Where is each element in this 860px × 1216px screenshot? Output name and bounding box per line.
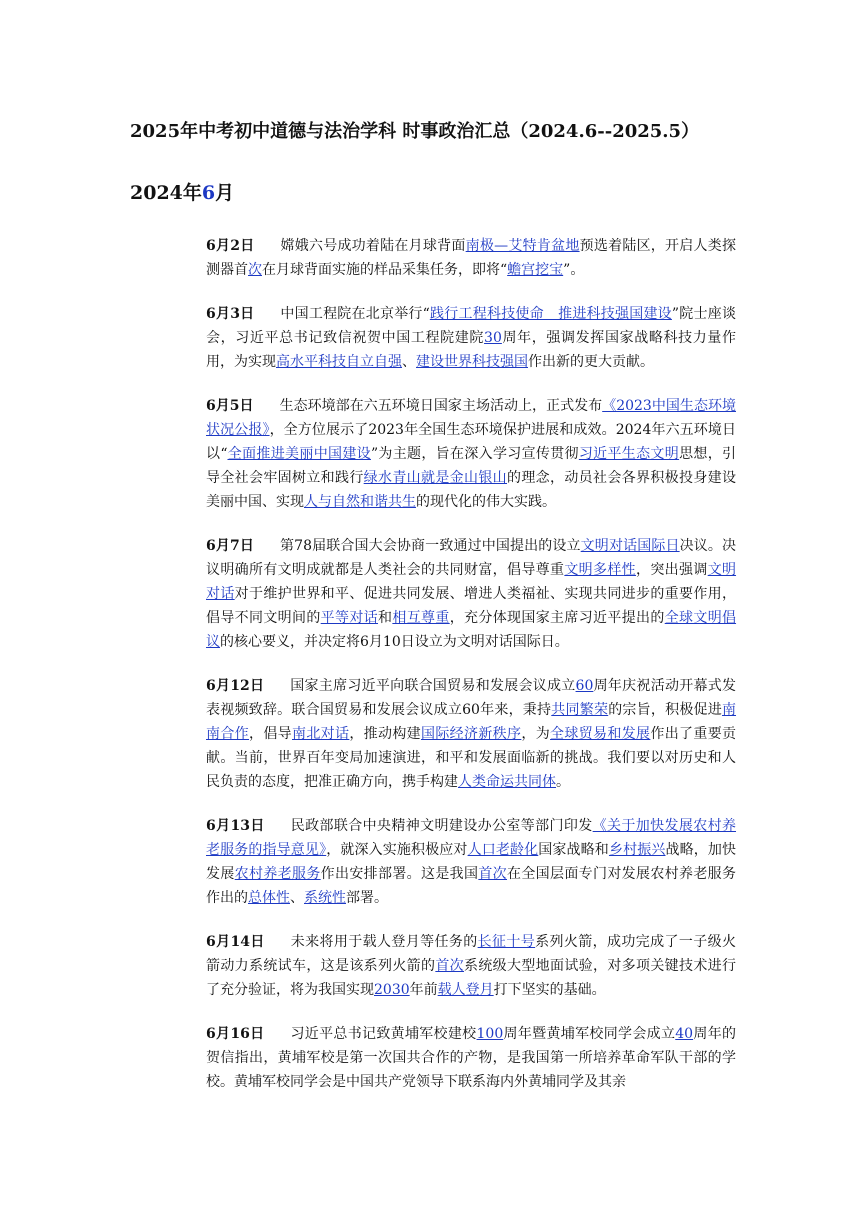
event-entry <box>206 302 736 374</box>
keyword-link[interactable]: 南极—艾特肯盆地 <box>465 238 580 254</box>
keyword-link[interactable]: 践行工程科技使命 推进科技强国建设 <box>429 306 672 322</box>
section-month-number: 6 <box>201 182 216 204</box>
event-text: ”。 <box>563 262 585 278</box>
event-text: 战略，加快发展 <box>206 842 737 882</box>
event-text: 生态环境部在六五环境日国家主场活动上，正式发布 <box>279 398 603 414</box>
keyword-link[interactable]: 农村养老服务 <box>234 866 321 882</box>
event-text: 的现代化的伟大实践。 <box>416 494 556 510</box>
event-text: ，就深入实施积极应对 <box>326 842 468 858</box>
event-text: 中国工程院在北京举行“ <box>280 306 430 322</box>
event-text: 的理念，动员社会各界积极投身建设美丽中国、实现 <box>206 470 737 510</box>
keyword-link[interactable]: 人口老龄化 <box>467 842 539 858</box>
keyword-link[interactable]: 平等对话 <box>320 610 379 626</box>
event-entry <box>206 814 736 910</box>
keyword-link[interactable]: 文明多样性 <box>564 562 637 578</box>
keyword-link[interactable]: 首次 <box>478 866 508 882</box>
event-date: 6月12日 <box>206 678 265 694</box>
event-text: 打下坚实的基础。 <box>493 982 606 998</box>
event-text: ，全方位展示了2023年全国生态环境保护进展和成效。2024年六五环境日以“ <box>206 422 737 462</box>
event-text: ，突出强调 <box>636 562 708 578</box>
keyword-link[interactable]: 《关于加快发展农村养老服务的指导意见》 <box>206 818 737 858</box>
keyword-link[interactable]: 2030 <box>374 982 410 998</box>
event-text: 部署。 <box>346 890 388 906</box>
event-text: 年前 <box>409 982 438 998</box>
keyword-link[interactable]: 高水平科技自立自强 <box>276 354 402 370</box>
keyword-link[interactable]: 60 <box>575 678 594 694</box>
event-text: 对于维护世界和平、促进共同发展、增进人类福祉、实现共同进步的重要作用，倡导不同文明间的 <box>206 586 737 626</box>
keyword-link[interactable]: 人与自然和谐共生 <box>304 494 416 510</box>
event-text: 民政部联合中央精神文明建设办公室等部门印发 <box>290 818 593 834</box>
keyword-link[interactable]: 绿水青山就是金山银山 <box>363 470 508 486</box>
keyword-link[interactable]: 蟾宫挖宝 <box>507 262 564 278</box>
event-text: ，为 <box>521 726 551 742</box>
event-list <box>206 234 736 1114</box>
event-text: ”为主题，旨在深入学习宣传贯彻 <box>370 446 579 462</box>
event-date: 6月13日 <box>206 818 265 834</box>
event-text: 嫦娥六号成功着陆在月球背面 <box>280 238 466 254</box>
document-title: 2025年中考初中道德与法治学科 时事政治汇总（2024.6--2025.5） <box>130 121 700 142</box>
keyword-link[interactable]: 40 <box>675 1026 694 1042</box>
keyword-link[interactable]: 100 <box>476 1026 504 1042</box>
event-text: 周年暨黄埔军校同学会成立 <box>503 1026 676 1042</box>
event-entry <box>206 234 736 282</box>
event-text: ，充分体现国家主席习近平提出的 <box>449 610 665 626</box>
keyword-link[interactable]: 共同繁荣 <box>551 702 609 718</box>
event-text: 作出新的更大贡献。 <box>528 354 654 370</box>
event-text: 决议。决议明确所有文明成就都是人类社会的共同财富，倡导尊重 <box>206 538 737 578</box>
keyword-link[interactable]: 全球贸易和发展 <box>550 726 651 742</box>
keyword-link[interactable]: 南南合作 <box>206 702 737 742</box>
event-date: 6月7日 <box>206 538 255 554</box>
section-year: 2024年 <box>130 182 202 204</box>
event-text: ”院士座谈会，习近平总书记致信祝贺中国工程院建院 <box>206 306 736 346</box>
keyword-link[interactable]: 30 <box>484 330 502 346</box>
event-text: 、 <box>290 890 304 906</box>
keyword-link[interactable]: 建设世界科技强国 <box>416 354 528 370</box>
event-text: 的核心要义，并决定将6月10日设立为文明对话国际日。 <box>220 634 569 650</box>
keyword-link[interactable]: 习近平生态文明 <box>578 446 680 462</box>
event-date: 6月5日 <box>206 398 254 414</box>
keyword-link[interactable]: 《2023中国生态环境状况公报》 <box>206 398 736 438</box>
event-entry <box>206 394 736 514</box>
keyword-link[interactable]: 全球文明倡议 <box>206 610 737 650</box>
event-text: 预选着陆区，开启人类探测器首 <box>206 238 737 278</box>
event-text: 作出了重要贡献。当前，世界百年变局加速演进，和平和发展面临新的挑战。我们要以对历史和人民负责的态度，把准正确方向，携手构建 <box>206 726 737 790</box>
event-date: 6月2日 <box>206 238 255 254</box>
keyword-link[interactable]: 相互尊重 <box>392 610 450 626</box>
event-text: 思想，引导全社会牢固树立和践行 <box>206 446 737 486</box>
event-date: 6月16日 <box>206 1026 265 1042</box>
event-text: 未来将用于载人登月等任务的 <box>290 934 478 950</box>
event-text: 习近平总书记致黄埔军校建校 <box>290 1026 477 1042</box>
event-text: 系列火箭，成功完成了一子级火箭动力系统试车，这是该系列火箭的 <box>206 934 737 974</box>
keyword-link[interactable]: 乡村振兴 <box>608 842 666 858</box>
event-date: 6月3日 <box>206 306 255 322</box>
keyword-link[interactable]: 系统性 <box>304 890 346 906</box>
event-text: ，推动构建 <box>349 726 422 742</box>
event-entry <box>206 674 736 794</box>
event-text: 在全国层面专门对发展农村养老服务作出的 <box>206 866 737 906</box>
event-text: 周年的贺信指出，黄埔军校是第一次国共合作的产物，是我国第一所培养革命军队干部的学校。黄埔军校同学会是中国共产党领导下联系海内外黄埔同学及其亲 <box>206 1026 737 1090</box>
event-text: 第78届联合国大会协商一致通过中国提出的设立 <box>280 538 581 554</box>
keyword-link[interactable]: 长征十号 <box>477 934 536 950</box>
event-text: 国家主席习近平向联合国贸易和发展会议成立 <box>290 678 576 694</box>
keyword-link[interactable]: 全面推进美丽中国建设 <box>227 446 371 462</box>
event-text: 周年庆祝活动开幕式发表视频致辞。联合国贸易和发展会议成立60年来，秉持 <box>206 678 737 718</box>
keyword-link[interactable]: 文明对话 <box>206 562 737 602</box>
event-date: 6月14日 <box>206 934 265 950</box>
event-text: 在月球背面实施的样品采集任务，即将“ <box>262 262 508 278</box>
event-text: 。 <box>556 774 570 790</box>
keyword-link[interactable]: 首次 <box>435 958 465 974</box>
event-text: ，倡导 <box>249 726 292 742</box>
keyword-link[interactable]: 载人登月 <box>437 982 494 998</box>
keyword-link[interactable]: 南北对话 <box>292 726 350 742</box>
event-entry <box>206 1022 736 1094</box>
keyword-link[interactable]: 国际经济新秩序 <box>421 726 522 742</box>
event-text: 和 <box>378 610 393 626</box>
keyword-link[interactable]: 人类命运共同体 <box>458 774 556 790</box>
keyword-link[interactable]: 次 <box>248 262 262 278</box>
event-text: 的宗旨，积极促进 <box>608 702 723 718</box>
section-heading <box>130 178 234 205</box>
event-entry <box>206 930 736 1002</box>
event-entry <box>206 534 736 654</box>
event-text: 、 <box>402 354 416 370</box>
keyword-link[interactable]: 文明对话国际日 <box>580 538 680 554</box>
section-month-suffix: 月 <box>215 182 235 204</box>
keyword-link[interactable]: 总体性 <box>248 890 290 906</box>
event-text: 作出安排部署。这是我国 <box>320 866 479 882</box>
event-text: 国家战略和 <box>538 842 609 858</box>
event-text: 系统级大型地面试验，对多项关键技术进行了充分验证，将为我国实现 <box>206 958 737 998</box>
event-text: 周年，强调发挥国家战略科技力量作用，为实现 <box>206 330 737 370</box>
